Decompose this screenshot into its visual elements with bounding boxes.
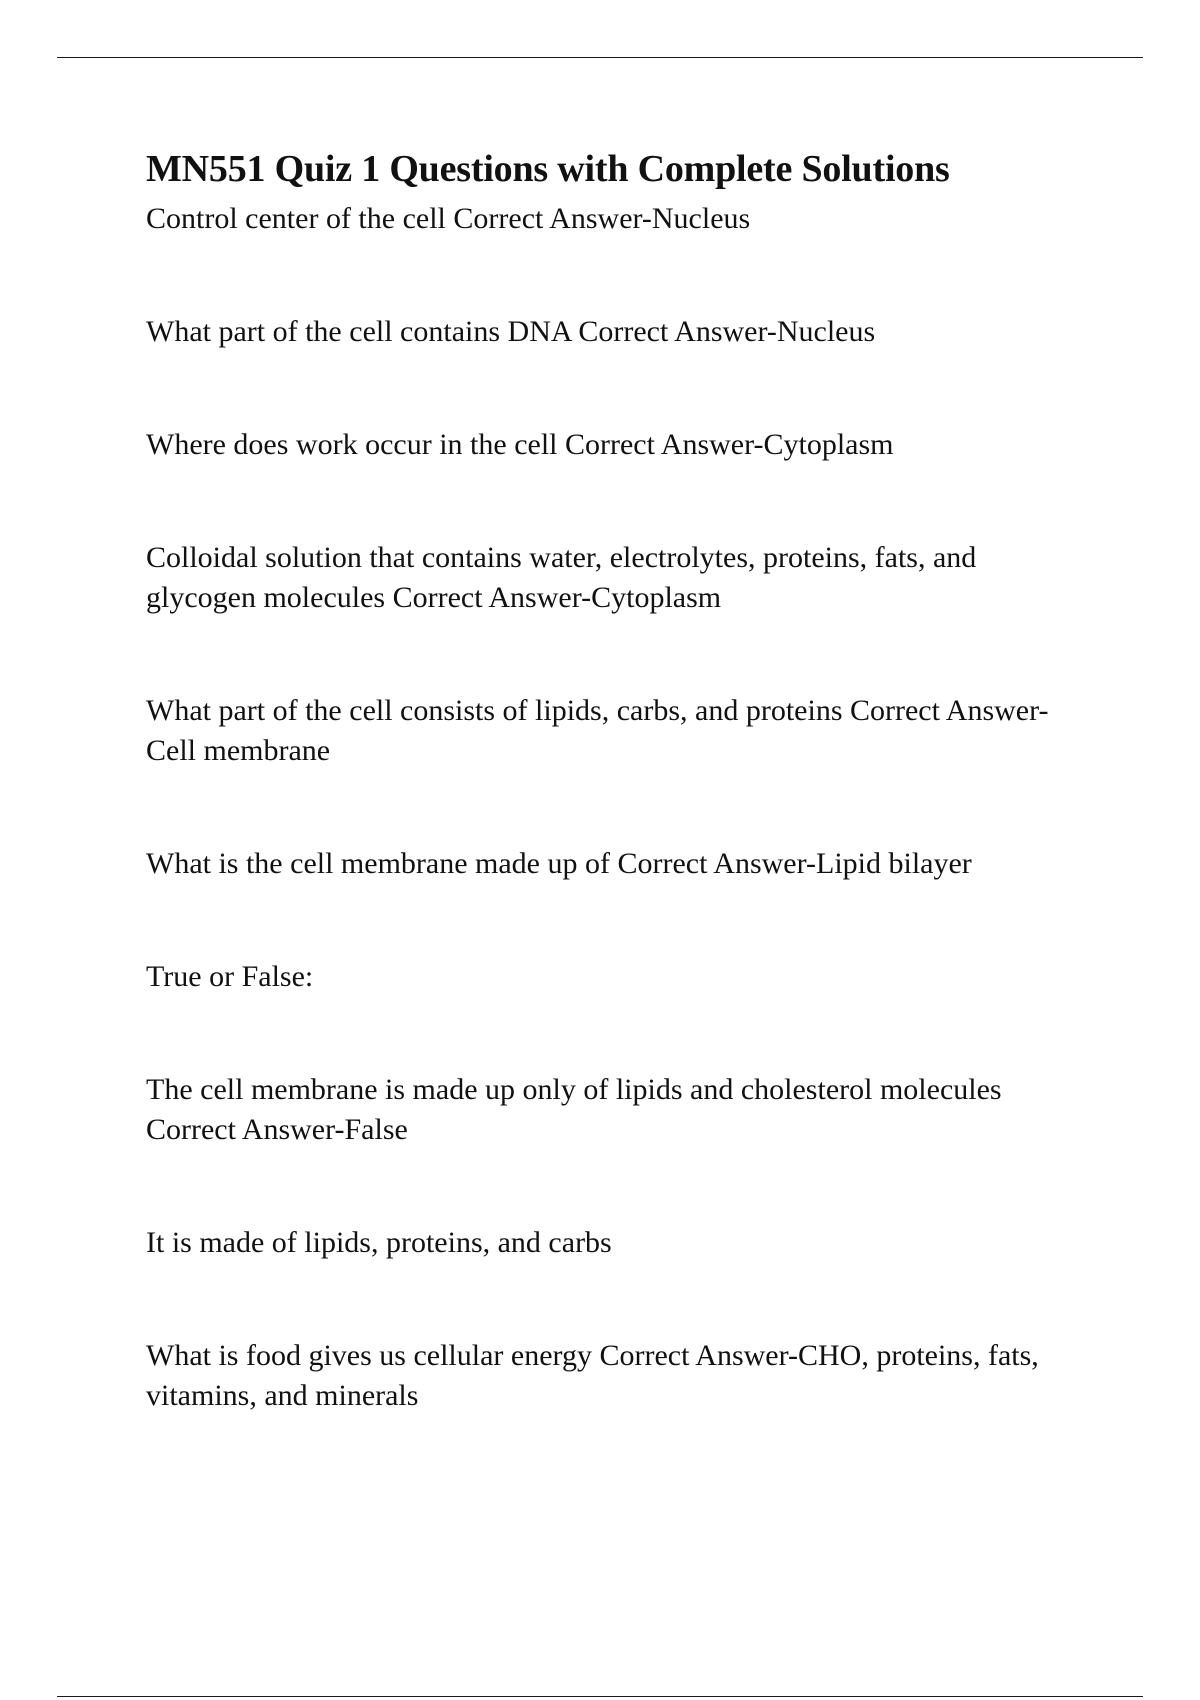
qa-paragraph-3: Where does work occur in the cell Correct Answer-Cytoplasm <box>146 428 894 461</box>
qa-paragraph-7: True or False: <box>146 960 314 993</box>
qa-paragraph-6: What is the cell membrane made up of Correct Answer-Lipid bilayer <box>146 847 972 880</box>
qa-paragraph-10: What is food gives us cellular energy Correct Answer-CHO, proteins, fats, vitamins, and minerals <box>146 1339 1039 1412</box>
document-title: MN551 Quiz 1 Questions with Complete Solutions <box>146 148 950 190</box>
qa-paragraph-9: It is made of lipids, proteins, and carbs <box>146 1226 612 1259</box>
qa-paragraph-1: Control center of the cell Correct Answer-Nucleus <box>146 202 751 235</box>
qa-paragraph-2: What part of the cell contains DNA Correct Answer-Nucleus <box>146 315 876 348</box>
qa-paragraph-5: What part of the cell consists of lipids, carbs, and proteins Correct Answer-Cell membrane <box>146 694 1049 767</box>
qa-paragraph-8: The cell membrane is made up only of lipids and cholesterol molecules Correct Answer-False <box>146 1073 1002 1146</box>
document-body <box>146 143 1086 1489</box>
bottom-rule <box>57 1696 1143 1697</box>
qa-paragraph-4: Colloidal solution that contains water, electrolytes, proteins, fats, and glycogen molecules Correct Answer-Cytoplasm <box>146 541 977 614</box>
top-rule <box>57 57 1143 58</box>
